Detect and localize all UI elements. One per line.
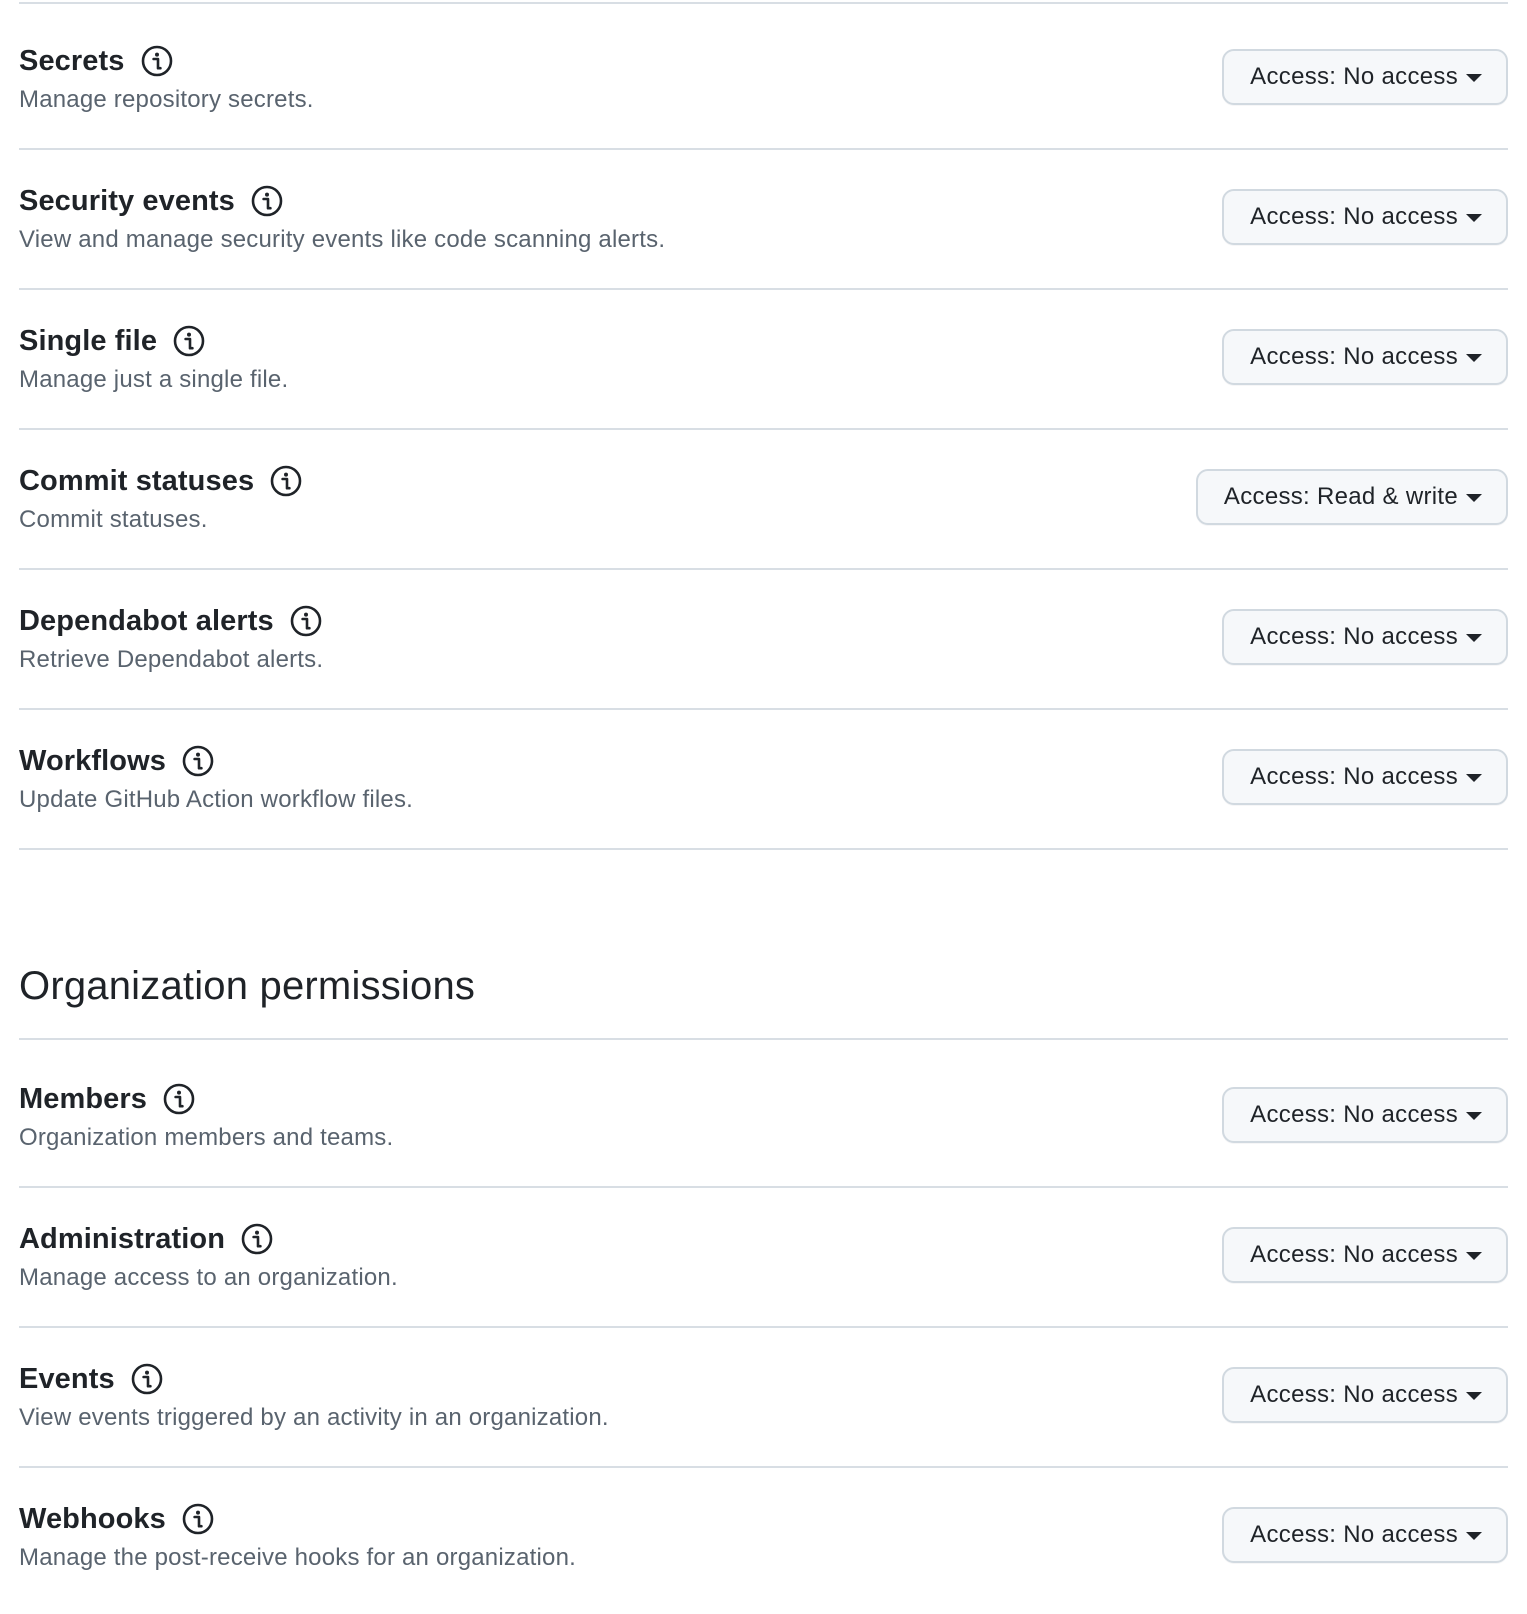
caret-down-icon <box>1466 1112 1482 1120</box>
access-dropdown-button[interactable] <box>1222 1367 1508 1423</box>
organization-permissions-heading <box>19 964 1508 1040</box>
info-icon[interactable] <box>131 1363 163 1395</box>
permission-name: Members <box>19 1082 148 1115</box>
info-icon[interactable] <box>141 45 173 77</box>
caret-down-icon <box>1466 354 1482 362</box>
access-label: Access: No access <box>1250 343 1458 370</box>
permission-description: Manage access to an organization. <box>19 1264 398 1291</box>
permission-title <box>19 1499 214 1539</box>
info-icon[interactable] <box>182 1503 214 1535</box>
permission-row-webhooks <box>19 1462 1508 1608</box>
permission-name: Secrets <box>19 44 125 77</box>
permission-name: Workflows <box>19 744 166 777</box>
permission-name: Webhooks <box>19 1502 166 1535</box>
permission-description: Manage just a single file. <box>19 366 289 393</box>
permission-row-members <box>19 1042 1508 1188</box>
permission-name: Commit statuses <box>19 464 255 497</box>
permission-description: Organization members and teams. <box>19 1124 394 1151</box>
permission-title <box>19 1359 163 1399</box>
caret-down-icon <box>1466 774 1482 782</box>
permission-row-workflows <box>19 704 1508 850</box>
permission-description: Update GitHub Action workflow files. <box>19 786 414 813</box>
access-dropdown-button[interactable] <box>1222 189 1508 245</box>
permission-row-administration <box>19 1182 1508 1328</box>
permission-description: Retrieve Dependabot alerts. <box>19 646 324 673</box>
permission-title <box>19 601 322 641</box>
permission-name: Single file <box>19 324 158 357</box>
caret-down-icon <box>1466 634 1482 642</box>
caret-down-icon <box>1466 494 1482 502</box>
access-label: Access: No access <box>1250 1241 1458 1268</box>
permission-name: Dependabot alerts <box>19 604 274 637</box>
permission-row-single-file <box>19 284 1508 430</box>
access-dropdown-button[interactable] <box>1222 1087 1508 1143</box>
access-label: Access: No access <box>1250 1521 1458 1548</box>
access-label: Access: No access <box>1250 763 1458 790</box>
permission-title <box>19 321 205 361</box>
permission-description: Manage the post-receive hooks for an organization. <box>19 1544 576 1571</box>
permission-title <box>19 181 283 221</box>
info-icon[interactable] <box>241 1223 273 1255</box>
info-icon[interactable] <box>182 745 214 777</box>
info-icon[interactable] <box>163 1083 195 1115</box>
caret-down-icon <box>1466 1392 1482 1400</box>
permission-name: Security events <box>19 184 235 217</box>
permission-description: Commit statuses. <box>19 506 208 533</box>
access-dropdown-button[interactable] <box>1222 1227 1508 1283</box>
info-icon[interactable] <box>173 325 205 357</box>
access-label: Access: No access <box>1250 63 1458 90</box>
permission-row-events <box>19 1322 1508 1468</box>
access-dropdown-button[interactable] <box>1222 1507 1508 1563</box>
permission-title <box>19 461 302 501</box>
permission-row-secrets <box>19 4 1508 150</box>
access-dropdown-button[interactable] <box>1222 609 1508 665</box>
permission-title <box>19 1219 273 1259</box>
permission-title <box>19 741 214 781</box>
permission-row-commit-statuses <box>19 424 1508 570</box>
info-icon[interactable] <box>251 185 283 217</box>
access-dropdown-button[interactable] <box>1222 749 1508 805</box>
access-label: Access: No access <box>1250 1101 1458 1128</box>
caret-down-icon <box>1466 74 1482 82</box>
permission-title <box>19 1079 195 1119</box>
permission-description: View events triggered by an activity in an organization. <box>19 1404 609 1431</box>
access-dropdown-button[interactable] <box>1222 49 1508 105</box>
access-label: Access: No access <box>1250 623 1458 650</box>
permission-name: Events <box>19 1362 115 1395</box>
section-title: Organization permissions <box>19 964 476 1008</box>
access-dropdown-button[interactable] <box>1222 329 1508 385</box>
caret-down-icon <box>1466 1252 1482 1260</box>
access-label: Access: No access <box>1250 203 1458 230</box>
permission-row-dependabot-alerts <box>19 564 1508 710</box>
permission-name: Administration <box>19 1222 226 1255</box>
caret-down-icon <box>1466 1532 1482 1540</box>
access-label: Access: Read & write <box>1223 483 1458 510</box>
permission-description: View and manage security events like code scanning alerts. <box>19 226 666 253</box>
permission-row-security-events <box>19 144 1508 290</box>
access-dropdown-button[interactable] <box>1196 469 1508 525</box>
caret-down-icon <box>1466 214 1482 222</box>
info-icon[interactable] <box>290 605 322 637</box>
permission-title <box>19 41 173 81</box>
permission-description: Manage repository secrets. <box>19 86 314 113</box>
info-icon[interactable] <box>270 465 302 497</box>
access-label: Access: No access <box>1250 1381 1458 1408</box>
